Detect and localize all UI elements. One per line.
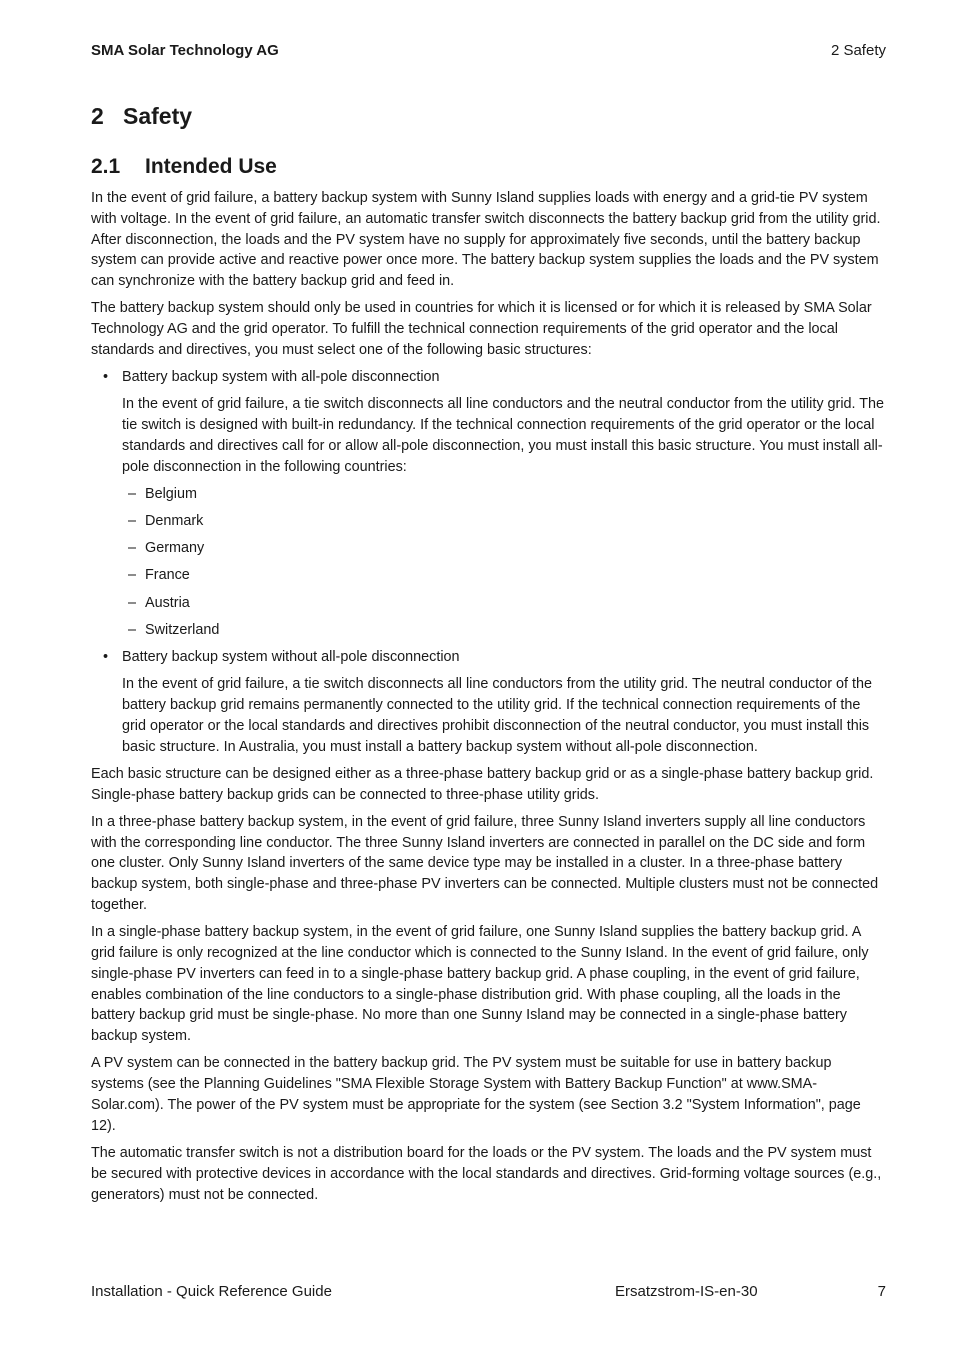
country-name: Denmark	[145, 513, 204, 530]
country-item	[91, 511, 886, 532]
footer-doc-title: Installation - Quick Reference Guide	[91, 1283, 332, 1300]
paragraph: The automatic transfer switch is not a distribution board for the loads or the PV system. The loads and the PV system must be secured with protective devices in accordance with the local standards and directives. Grid-forming voltage sources (e.g., generators) must not be connected.	[91, 1144, 882, 1203]
dash-mark: –	[128, 621, 137, 638]
country-name: Germany	[145, 540, 205, 557]
country-item	[91, 593, 886, 614]
dash-mark: –	[128, 513, 137, 530]
page-footer	[91, 1283, 886, 1305]
list-item	[91, 647, 886, 668]
dash-mark: –	[128, 485, 137, 502]
paragraph: The battery backup system should only be used in countries for which it is licensed or for which it is released by SMA Solar Technology AG and the grid operator. To fulfill the technical connection requirements of the grid operator and the local standards and directives, you must select one of the following basic structures:	[91, 300, 872, 358]
country-name: France	[145, 567, 190, 584]
chapter-heading	[91, 100, 886, 132]
section-heading	[91, 152, 886, 182]
header-section: 2 Safety	[830, 42, 886, 59]
section-number: 2.1	[91, 155, 121, 178]
country-item	[91, 538, 886, 559]
country-item	[91, 565, 886, 586]
chapter-title: Safety	[123, 103, 193, 129]
country-item	[91, 484, 886, 505]
header-company: SMA Solar Technology AG	[91, 42, 279, 59]
footer-doc-code: Ersatzstrom-IS-en-30	[615, 1283, 758, 1300]
list-item-label: Battery backup system with all-pole disconnection	[122, 369, 440, 386]
section-title: Intended Use	[145, 155, 277, 178]
dash-mark: –	[128, 567, 137, 584]
country-name: Austria	[145, 594, 190, 611]
page-number: 7	[877, 1283, 886, 1300]
country-item	[91, 620, 886, 641]
paragraph: In a single-phase battery backup system, in the event of grid failure, one Sunny Island supplies the battery backup grid. A grid failure is only recognized at the line conductor which is connected to the Sunny Island. In the event of grid failure, only single-phase PV inverters can feed in to a single-phase battery backup grid. A phase coupling, in the event of grid failure, enables combination of the line conductors to a single-phase distribution grid. With phase coupling, all the loads in the battery backup grid must be single-phase. No more than one Sunny Island may be connected in a single-phase battery backup system.	[91, 924, 869, 1045]
list-item	[91, 367, 886, 388]
dash-mark: –	[128, 594, 137, 611]
dash-mark: –	[128, 540, 137, 557]
paragraph: In the event of grid failure, a battery backup system with Sunny Island supplies loads with energy and a grid-tie PV system with voltage. In the event of grid failure, an automatic transfer switch disconnects the battery backup grid from the utility grid. After disconnection, the loads and the PV system have no supply for approximately five seconds, until the battery backup system can provide active and reactive power once more. The battery backup system supplies the loads and the PV system can synchronize with the battery backup grid and feed in.	[91, 190, 881, 290]
paragraph: In the event of grid failure, a tie switch disconnects all line conductors from the utility grid. The neutral conductor of the battery backup grid remains permanently connected to the utility grid. If the technical connection requirements of the grid operator or the local standards and directives prohibit disconnection of the neutral conductor, you must install this basic structure. In Australia, you must install a battery backup system without all-pole disconnection.	[122, 676, 873, 755]
page-header	[91, 42, 886, 64]
bullet-mark: •	[103, 649, 109, 666]
page-content	[91, 100, 886, 1212]
paragraph: Each basic structure can be designed either as a three-phase battery backup grid or as a single-phase battery backup grid. Single-phase battery backup grids can be connected to three-phase utility grids.	[91, 765, 874, 803]
bullet-mark: •	[103, 369, 109, 386]
country-name: Switzerland	[145, 621, 220, 638]
country-name: Belgium	[145, 485, 197, 502]
chapter-number: 2	[91, 103, 104, 129]
paragraph: In the event of grid failure, a tie switch disconnects all line conductors and the neutral conductor from the utility grid. The tie switch is designed with built-in redundancy. If the technical connection requirements of the grid operator or the local standards and directives call for or allow all-pole disconnection, you must install this basic structure. You must install all-pole disconnection in the following countries:	[122, 396, 885, 475]
paragraph: A PV system can be connected in the battery backup grid. The PV system must be suitable for use in battery backup systems (see the Planning Guidelines "SMA Flexible Storage System with Battery Backup Function" at www.SMA-Solar.com). The power of the PV system must be appropriate for the system (see Section 3.2 "System Information", page 12).	[91, 1055, 861, 1134]
paragraph: In a three-phase battery backup system, in the event of grid failure, three Sunny Island inverters supply all line conductors with the corresponding line conductor. The three Sunny Island inverters are connected in parallel on the DC side and form one cluster. Only Sunny Island inverters of the same device type may be installed in a cluster. In a three-phase battery backup system, both single-phase and three-phase PV inverters can be connected. Multiple clusters must not be connected together.	[91, 813, 879, 913]
list-item-label: Battery backup system without all-pole disconnection	[122, 649, 460, 666]
